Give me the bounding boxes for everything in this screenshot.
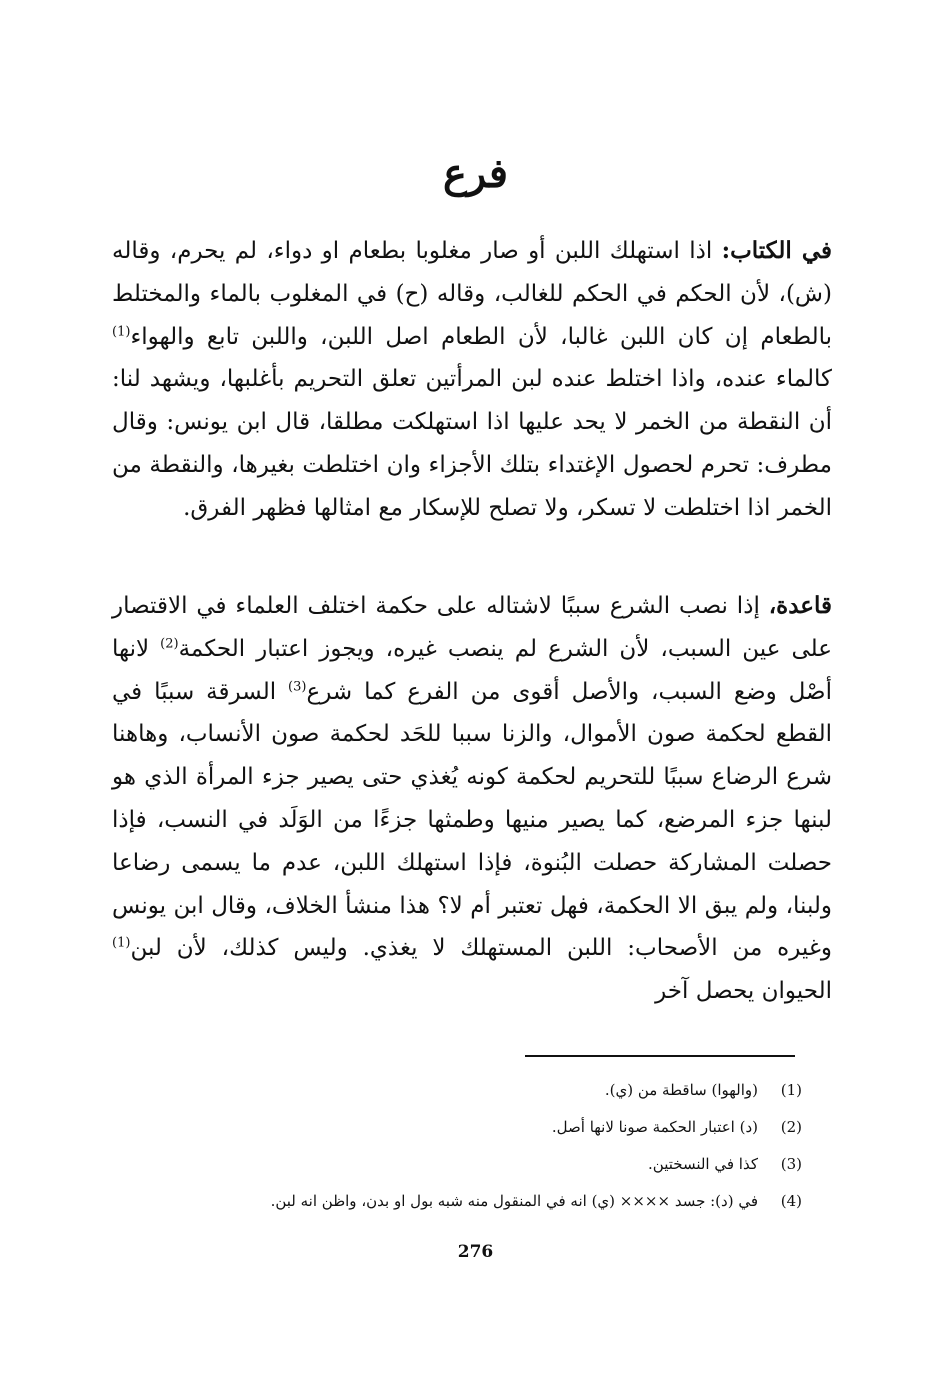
footnote-text: في (د): جسد ×××× (ي) انه في المنقول منه شبه بول او بدن، واظن انه لبن. xyxy=(270,1192,758,1210)
paragraph-2-text-d: الحيوان يحصل آخر xyxy=(655,978,832,1005)
footnote-item xyxy=(112,1072,802,1109)
paragraph-1 xyxy=(112,230,832,530)
footnote-ref-2: (2) xyxy=(160,636,179,652)
footnote-item xyxy=(112,1183,802,1220)
footnote-text: (د) اعتبار الحكمة صونا لانها أصل. xyxy=(551,1118,758,1136)
page-number: 276 xyxy=(457,1242,494,1262)
footnote-divider xyxy=(525,1055,795,1057)
footnote-item xyxy=(112,1146,802,1183)
paragraph-1-lead: في الكتاب: xyxy=(721,237,832,264)
footnote-ref-1: (1) xyxy=(112,323,131,339)
footnote-ref-4: (1) xyxy=(112,935,131,951)
footnote-number: (4) xyxy=(780,1192,802,1210)
paragraph-1-text-b: كالماء عنده، واذا اختلط عنده لبن المرأتين تعلق التحريم بأغلبها، ويشهد لنا: أن النقطة من الخمر لا يحد عليها اذا استهلكت مطلقا، قال ابن يونس: وقال مطرف: تحرم لحصول الإغتداء بتلك الأجزاء وان اختلطت بغيرها، والنقطة من الخمر اذا اختلطت لا تسكر، ولا تصلح للإسكار مع امثالها فظهر الفرق. xyxy=(112,366,832,521)
paragraph-1-text-a: اذا استهلك اللبن أو صار مغلوبا بطعام او دواء، لم يحرم، وقاله (ش)، لأن الحكم في الحكم للغالب، وقاله (ح) في المغلوب بالماء والمختلط بالطعام إن كان اللبن غالبا، لأن الطعام اصل اللبن، واللبن تابع والهواء xyxy=(112,238,832,350)
paragraph-2 xyxy=(112,585,832,1013)
footnote-item xyxy=(112,1109,802,1146)
paragraph-2-lead: قاعدة، xyxy=(768,592,832,619)
footnote-number: (2) xyxy=(780,1118,802,1136)
paragraph-2-text-a: إذا نصب الشرع سببًا لاشتاله على حكمة اختلف العلماء في الاقتصار على عين السبب، لأن الشرع لم ينصب غيره، ويجوز اعتبار الحكمة xyxy=(112,593,832,662)
footnote-number: (3) xyxy=(780,1155,802,1173)
footnotes xyxy=(112,1072,802,1220)
footnote-text: (والهوا) ساقطة من (ي). xyxy=(604,1081,758,1099)
footnote-ref-3: (3) xyxy=(288,678,307,694)
footnote-text: كذا في النسختين. xyxy=(648,1155,758,1173)
paragraph-2-text-c: السرقة سببًا في القطع لحكمة صون الأموال، والزنا سببا للحَد لحكمة صون الأنساب، وهاهنا شرع الرضاع سببًا للتحريم لحكمة كونه يُغذي حتى يصير جزء المرأة الذي هو لبنها جزء المرضع، كما يصير منيها وطمثها جزءًا من الوَلَد في النسب، فإذا حصلت المشاركة حصلت البُنوة، فإذا استهلك اللبن، عدم ما يسمى رضاعا ولبنا، ولم يبق الا الحكمة، فهل تعتبر أم لا؟ هذا منشأ الخلاف، وقال ابن يونس وغيره من الأصحاب: اللبن المستهلك لا يغذي. وليس كذلك، لأن لبن xyxy=(112,678,832,962)
footnote-number: (1) xyxy=(780,1081,802,1099)
section-heading: فرع xyxy=(442,150,509,197)
paragraph-2-text-b: لانها أصْل وضع السبب، والأصل أقوى من الفرع كما شرع xyxy=(112,635,832,705)
